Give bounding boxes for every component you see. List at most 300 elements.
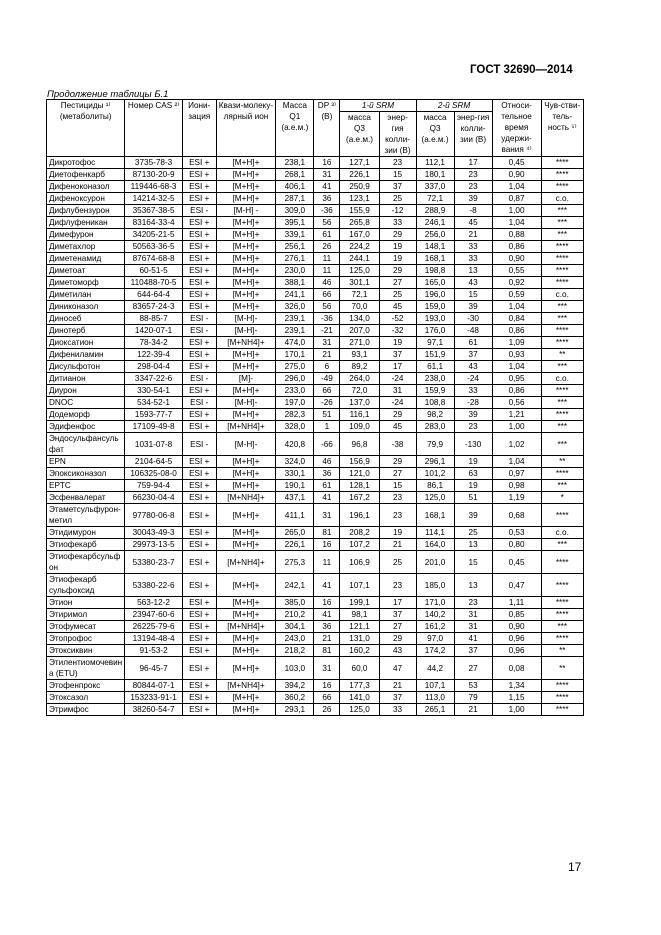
- sensitivity: ****: [541, 468, 584, 480]
- rel-retention: 1,34: [492, 680, 541, 692]
- srm1-q3: 156,9: [340, 456, 379, 468]
- rel-retention: 0,59: [492, 289, 541, 301]
- sensitivity: ****: [541, 265, 584, 277]
- mass-q1: 238,1: [276, 157, 314, 169]
- srm2-q3: 238,0: [416, 373, 454, 385]
- srm2-energy: -130: [454, 433, 492, 456]
- table-row: [47, 574, 584, 597]
- mass-q1: 394,2: [276, 680, 314, 692]
- sensitivity: ***: [541, 421, 584, 433]
- mass-q1: 411,1: [276, 504, 314, 527]
- cas-number: 83164-33-4: [125, 217, 183, 229]
- rel-retention: 0,87: [492, 193, 541, 205]
- cas-number: 14214-32-5: [125, 193, 183, 205]
- srm2-energy: 23: [454, 597, 492, 609]
- srm2-q3: 283,0: [416, 421, 454, 433]
- dp: 66: [314, 289, 340, 301]
- cas-number: 563-12-2: [125, 597, 183, 609]
- dp: 1: [314, 421, 340, 433]
- srm2-energy: 63: [454, 468, 492, 480]
- ionization: ESI +: [182, 657, 216, 680]
- srm1-q3: 208,2: [340, 527, 379, 539]
- srm1-energy: 25: [379, 551, 416, 574]
- mass-q1: 437,1: [276, 492, 314, 504]
- pesticide-name: Эсфенвалерат: [47, 492, 125, 504]
- rel-retention: 0,53: [492, 527, 541, 539]
- srm1-energy: 33: [379, 217, 416, 229]
- mass-q1: 328,0: [276, 421, 314, 433]
- table-row: [47, 657, 584, 680]
- cas-number: 66230-04-4: [125, 492, 183, 504]
- srm1-q3: 123,1: [340, 193, 379, 205]
- dp: 41: [314, 181, 340, 193]
- srm2-energy: 21: [454, 704, 492, 716]
- pesticide-name: Диметахлор: [47, 241, 125, 253]
- dp: 66: [314, 692, 340, 704]
- srm2-q3: 176,0: [416, 325, 454, 337]
- dp: 21: [314, 633, 340, 645]
- pesticide-name: Дифлубензурон: [47, 205, 125, 217]
- srm2-q3: 168,1: [416, 504, 454, 527]
- srm2-energy: 23: [454, 421, 492, 433]
- srm1-q3: 106,9: [340, 551, 379, 574]
- sensitivity: ***: [541, 313, 584, 325]
- mass-q1: 330,1: [276, 468, 314, 480]
- srm2-energy: 37: [454, 645, 492, 657]
- quasi-ion: [M-H]-: [216, 433, 276, 456]
- table-row: [47, 492, 584, 504]
- ionization: ESI -: [182, 373, 216, 385]
- sensitivity: **: [541, 349, 584, 361]
- dp: 16: [314, 680, 340, 692]
- table-row: [47, 527, 584, 539]
- ionization: ESI +: [182, 289, 216, 301]
- table-row: [47, 633, 584, 645]
- ionization: ESI +: [182, 504, 216, 527]
- srm1-energy: 27: [379, 621, 416, 633]
- mass-q1: 293,1: [276, 704, 314, 716]
- table-row: [47, 217, 584, 229]
- table-row: [47, 433, 584, 456]
- pesticide-name: Додеморф: [47, 409, 125, 421]
- srm2-q3: 44,2: [416, 657, 454, 680]
- srm1-q3: 60,0: [340, 657, 379, 680]
- mass-q1: 324,0: [276, 456, 314, 468]
- srm1-energy: 19: [379, 527, 416, 539]
- rel-retention: 0,90: [492, 621, 541, 633]
- srm2-energy: 19: [454, 456, 492, 468]
- srm1-q3: 301,1: [340, 277, 379, 289]
- srm2-q3: 101,2: [416, 468, 454, 480]
- pesticide-name: DNOC: [47, 397, 125, 409]
- table-row: [47, 349, 584, 361]
- col-header-q1: Масса Q1 (а.е.м.): [276, 100, 314, 157]
- cas-number: 534-52-1: [125, 397, 183, 409]
- quasi-ion: [M+H]+: [216, 277, 276, 289]
- srm2-q3: 201,0: [416, 551, 454, 574]
- sensitivity: ****: [541, 181, 584, 193]
- rel-retention: 0,86: [492, 241, 541, 253]
- srm1-energy: 29: [379, 456, 416, 468]
- srm2-energy: 15: [454, 289, 492, 301]
- dp: -21: [314, 325, 340, 337]
- pesticide-name: Этаметсульфурон-метил: [47, 504, 125, 527]
- srm1-energy: -38: [379, 433, 416, 456]
- pesticide-name: Диниконазол: [47, 301, 125, 313]
- quasi-ion: [M+NH4]+: [216, 492, 276, 504]
- ionization: ESI +: [182, 181, 216, 193]
- rel-retention: 1,21: [492, 409, 541, 421]
- srm1-q3: 264,0: [340, 373, 379, 385]
- rel-retention: 0,55: [492, 265, 541, 277]
- sensitivity: ***: [541, 229, 584, 241]
- standard-number: ГОСТ 32690—2014: [470, 64, 573, 76]
- srm2-q3: 97,1: [416, 337, 454, 349]
- ionization: ESI +: [182, 539, 216, 551]
- dp: 81: [314, 527, 340, 539]
- srm1-q3: 72,0: [340, 385, 379, 397]
- rel-retention: 0,88: [492, 229, 541, 241]
- quasi-ion: [M+H]+: [216, 349, 276, 361]
- dp: 36: [314, 193, 340, 205]
- mass-q1: 474,0: [276, 337, 314, 349]
- sensitivity: с.о.: [541, 527, 584, 539]
- col-header-srm1-q3: масса Q3 (а.е.м.): [340, 112, 379, 157]
- mass-q1: 233,0: [276, 385, 314, 397]
- ionization: ESI +: [182, 337, 216, 349]
- pesticide-name: Этоксазол: [47, 692, 125, 704]
- ionization: ESI +: [182, 468, 216, 480]
- rel-retention: 0,86: [492, 385, 541, 397]
- ionization: ESI +: [182, 492, 216, 504]
- srm1-energy: 29: [379, 265, 416, 277]
- srm1-q3: 127,1: [340, 157, 379, 169]
- srm2-energy: 61: [454, 337, 492, 349]
- dp: 16: [314, 597, 340, 609]
- mass-q1: 282,3: [276, 409, 314, 421]
- dp: -49: [314, 373, 340, 385]
- mass-q1: 170,1: [276, 349, 314, 361]
- sensitivity: ***: [541, 433, 584, 456]
- mass-q1: 190,1: [276, 480, 314, 492]
- table-row: [47, 409, 584, 421]
- mass-q1: 256,1: [276, 241, 314, 253]
- ionization: ESI +: [182, 241, 216, 253]
- srm1-q3: 121,0: [340, 468, 379, 480]
- srm1-q3: 107,1: [340, 574, 379, 597]
- srm1-energy: 33: [379, 704, 416, 716]
- mass-q1: 242,1: [276, 574, 314, 597]
- srm2-energy: 79: [454, 692, 492, 704]
- mass-q1: 239,1: [276, 325, 314, 337]
- srm1-q3: 271,0: [340, 337, 379, 349]
- quasi-ion: [M+H]+: [216, 265, 276, 277]
- srm1-energy: 31: [379, 385, 416, 397]
- srm1-energy: -12: [379, 205, 416, 217]
- srm1-q3: 116,1: [340, 409, 379, 421]
- srm2-q3: 246,1: [416, 217, 454, 229]
- mass-q1: 309,0: [276, 205, 314, 217]
- col-header-srm2-q3: масса Q3 (а.е.м.): [416, 112, 454, 157]
- srm1-energy: 25: [379, 289, 416, 301]
- srm2-q3: 107,1: [416, 680, 454, 692]
- sensitivity: ****: [541, 597, 584, 609]
- table-row: [47, 157, 584, 169]
- cas-number: 53380-23-7: [125, 551, 183, 574]
- sensitivity: с.о.: [541, 289, 584, 301]
- table-row: [47, 373, 584, 385]
- srm1-energy: 25: [379, 193, 416, 205]
- mass-q1: 406,1: [276, 181, 314, 193]
- ionization: ESI +: [182, 253, 216, 265]
- mass-q1: 243,0: [276, 633, 314, 645]
- table-row: [47, 325, 584, 337]
- rel-retention: 0,92: [492, 277, 541, 289]
- mass-q1: 388,1: [276, 277, 314, 289]
- quasi-ion: [M-H] -: [216, 205, 276, 217]
- srm2-q3: 125,0: [416, 492, 454, 504]
- srm2-energy: 19: [454, 480, 492, 492]
- quasi-ion: [M+H]+: [216, 301, 276, 313]
- rel-retention: 0,97: [492, 468, 541, 480]
- dp: 61: [314, 229, 340, 241]
- srm2-energy: -48: [454, 325, 492, 337]
- quasi-ion: [M+H]+: [216, 480, 276, 492]
- cas-number: 26225-79-6: [125, 621, 183, 633]
- mass-q1: 268,1: [276, 169, 314, 181]
- pesticide-name: Диоксатион: [47, 337, 125, 349]
- srm2-energy: 45: [454, 217, 492, 229]
- table-row: [47, 480, 584, 492]
- srm1-q3: 224,2: [340, 241, 379, 253]
- srm1-energy: 17: [379, 597, 416, 609]
- ionization: ESI +: [182, 385, 216, 397]
- pesticide-name: Дифениламин: [47, 349, 125, 361]
- cas-number: 122-39-4: [125, 349, 183, 361]
- dp: 16: [314, 157, 340, 169]
- srm1-q3: 121,1: [340, 621, 379, 633]
- quasi-ion: [M+H]+: [216, 169, 276, 181]
- quasi-ion: [M+H]+: [216, 692, 276, 704]
- dp: 31: [314, 504, 340, 527]
- ionization: ESI +: [182, 456, 216, 468]
- rel-retention: 0,90: [492, 253, 541, 265]
- rel-retention: 1,04: [492, 181, 541, 193]
- srm1-q3: 177,3: [340, 680, 379, 692]
- sensitivity: ****: [541, 241, 584, 253]
- ionization: ESI +: [182, 621, 216, 633]
- pesticide-name: Диметоат: [47, 265, 125, 277]
- sensitivity: ****: [541, 680, 584, 692]
- table-caption: Продолжение таблицы Б.1: [47, 89, 169, 100]
- cas-number: 50563-36-5: [125, 241, 183, 253]
- srm2-q3: 108,8: [416, 397, 454, 409]
- srm1-energy: 29: [379, 409, 416, 421]
- dp: 41: [314, 609, 340, 621]
- col-header-rrt: Относи-тельное время удержи-вания ⁴⁾: [492, 100, 541, 157]
- sensitivity: ****: [541, 157, 584, 169]
- mass-q1: 339,1: [276, 229, 314, 241]
- srm2-energy: 23: [454, 169, 492, 181]
- pesticide-name: Диметоморф: [47, 277, 125, 289]
- quasi-ion: [M+H]+: [216, 704, 276, 716]
- srm2-q3: 296,1: [416, 456, 454, 468]
- srm2-energy: 13: [454, 574, 492, 597]
- srm2-energy: 37: [454, 349, 492, 361]
- cas-number: 106325-08-0: [125, 468, 183, 480]
- quasi-ion: [M+H]+: [216, 645, 276, 657]
- pesticide-name: Этиофекарбсульфон: [47, 551, 125, 574]
- col-header-quasi-ion: Квази-молеку-лярный ион: [216, 100, 276, 157]
- quasi-ion: [M+H]+: [216, 504, 276, 527]
- srm1-q3: 70,0: [340, 301, 379, 313]
- table-row: [47, 468, 584, 480]
- table-row: [47, 704, 584, 716]
- cas-number: 91-53-2: [125, 645, 183, 657]
- pesticide-name: Этримфос: [47, 704, 125, 716]
- mass-q1: 275,0: [276, 361, 314, 373]
- srm2-q3: 79,9: [416, 433, 454, 456]
- col-header-name: Пестициды ¹⁾ (метаболиты): [47, 100, 125, 157]
- table-row: [47, 645, 584, 657]
- dp: 36: [314, 621, 340, 633]
- cas-number: 88-85-7: [125, 313, 183, 325]
- mass-q1: 239,1: [276, 313, 314, 325]
- ionization: ESI -: [182, 397, 216, 409]
- sensitivity: ***: [541, 397, 584, 409]
- rel-retention: 0,56: [492, 397, 541, 409]
- srm1-q3: 134,0: [340, 313, 379, 325]
- rel-retention: 0,45: [492, 551, 541, 574]
- quasi-ion: [M+H]+: [216, 385, 276, 397]
- srm1-q3: 137,0: [340, 397, 379, 409]
- ionization: ESI +: [182, 421, 216, 433]
- rel-retention: 0,84: [492, 313, 541, 325]
- srm2-energy: 13: [454, 539, 492, 551]
- srm2-q3: 159,0: [416, 301, 454, 313]
- quasi-ion: [M+H]+: [216, 217, 276, 229]
- cas-number: 3347-22-6: [125, 373, 183, 385]
- cas-number: 3735-78-3: [125, 157, 183, 169]
- srm1-q3: 107,2: [340, 539, 379, 551]
- pesticide-name: Дитианон: [47, 373, 125, 385]
- ionization: ESI +: [182, 217, 216, 229]
- srm1-q3: 265,8: [340, 217, 379, 229]
- srm2-q3: 168,1: [416, 253, 454, 265]
- table-row: [47, 277, 584, 289]
- srm1-energy: 23: [379, 574, 416, 597]
- rel-retention: 0,96: [492, 633, 541, 645]
- sensitivity: ****: [541, 409, 584, 421]
- srm1-q3: 155,9: [340, 205, 379, 217]
- cas-number: 1031-07-8: [125, 433, 183, 456]
- table-body: [47, 157, 584, 716]
- srm1-energy: 15: [379, 480, 416, 492]
- ionization: ESI +: [182, 409, 216, 421]
- dp: 56: [314, 301, 340, 313]
- cas-number: 80844-07-1: [125, 680, 183, 692]
- srm1-energy: 23: [379, 504, 416, 527]
- table-row: [47, 504, 584, 527]
- table-row: [47, 597, 584, 609]
- quasi-ion: [M+H]+: [216, 597, 276, 609]
- table-row: [47, 241, 584, 253]
- table-row: [47, 313, 584, 325]
- table-row: [47, 397, 584, 409]
- dp: -66: [314, 433, 340, 456]
- quasi-ion: [M+H]+: [216, 456, 276, 468]
- quasi-ion: [M-H]-: [216, 313, 276, 325]
- srm2-q3: 113,0: [416, 692, 454, 704]
- pesticide-name: Эпоксиконазол: [47, 468, 125, 480]
- dp: 31: [314, 337, 340, 349]
- rel-retention: 0,90: [492, 169, 541, 181]
- srm1-energy: 45: [379, 421, 416, 433]
- pesticide-name: Дифлуфеникан: [47, 217, 125, 229]
- dp: 61: [314, 480, 340, 492]
- ionization: ESI +: [182, 527, 216, 539]
- table-row: [47, 421, 584, 433]
- sensitivity: ***: [541, 361, 584, 373]
- srm2-energy: 23: [454, 181, 492, 193]
- srm2-q3: 174,2: [416, 645, 454, 657]
- srm1-q3: 199,1: [340, 597, 379, 609]
- pesticide-name: Этиофекарб: [47, 539, 125, 551]
- srm2-energy: 31: [454, 609, 492, 621]
- cas-number: 38260-54-7: [125, 704, 183, 716]
- sensitivity: ****: [541, 692, 584, 704]
- srm2-energy: 15: [454, 551, 492, 574]
- quasi-ion: [M+H]+: [216, 609, 276, 621]
- ionization: ESI +: [182, 633, 216, 645]
- ionization: ESI +: [182, 645, 216, 657]
- ionization: ESI +: [182, 609, 216, 621]
- pesticide-name: Димефурон: [47, 229, 125, 241]
- cas-number: 110488-70-5: [125, 277, 183, 289]
- srm2-q3: 159,9: [416, 385, 454, 397]
- table-row: [47, 621, 584, 633]
- srm2-q3: 193,0: [416, 313, 454, 325]
- srm2-q3: 185,0: [416, 574, 454, 597]
- quasi-ion: [M+H]+: [216, 361, 276, 373]
- col-header-srm1: 1-й SRM: [340, 100, 416, 112]
- dp: 31: [314, 657, 340, 680]
- table-row: [47, 361, 584, 373]
- table-row: [47, 253, 584, 265]
- sensitivity: **: [541, 645, 584, 657]
- table-row: [47, 229, 584, 241]
- pesticide-name: Дикротофос: [47, 157, 125, 169]
- dp: 51: [314, 409, 340, 421]
- quasi-ion: [M+H]+: [216, 468, 276, 480]
- srm1-q3: 128,1: [340, 480, 379, 492]
- srm2-q3: 165,0: [416, 277, 454, 289]
- srm2-energy: 39: [454, 301, 492, 313]
- dp: 56: [314, 217, 340, 229]
- srm2-energy: 33: [454, 241, 492, 253]
- srm1-q3: 131,0: [340, 633, 379, 645]
- sensitivity: ***: [541, 205, 584, 217]
- pesticide-name: Диметилан: [47, 289, 125, 301]
- pesticide-name: Этоксиквин: [47, 645, 125, 657]
- quasi-ion: [M+NH4]+: [216, 551, 276, 574]
- srm1-energy: -24: [379, 373, 416, 385]
- srm1-q3: 207,0: [340, 325, 379, 337]
- cas-number: 83657-24-3: [125, 301, 183, 313]
- dp: -26: [314, 397, 340, 409]
- table-row: [47, 692, 584, 704]
- srm1-energy: 23: [379, 157, 416, 169]
